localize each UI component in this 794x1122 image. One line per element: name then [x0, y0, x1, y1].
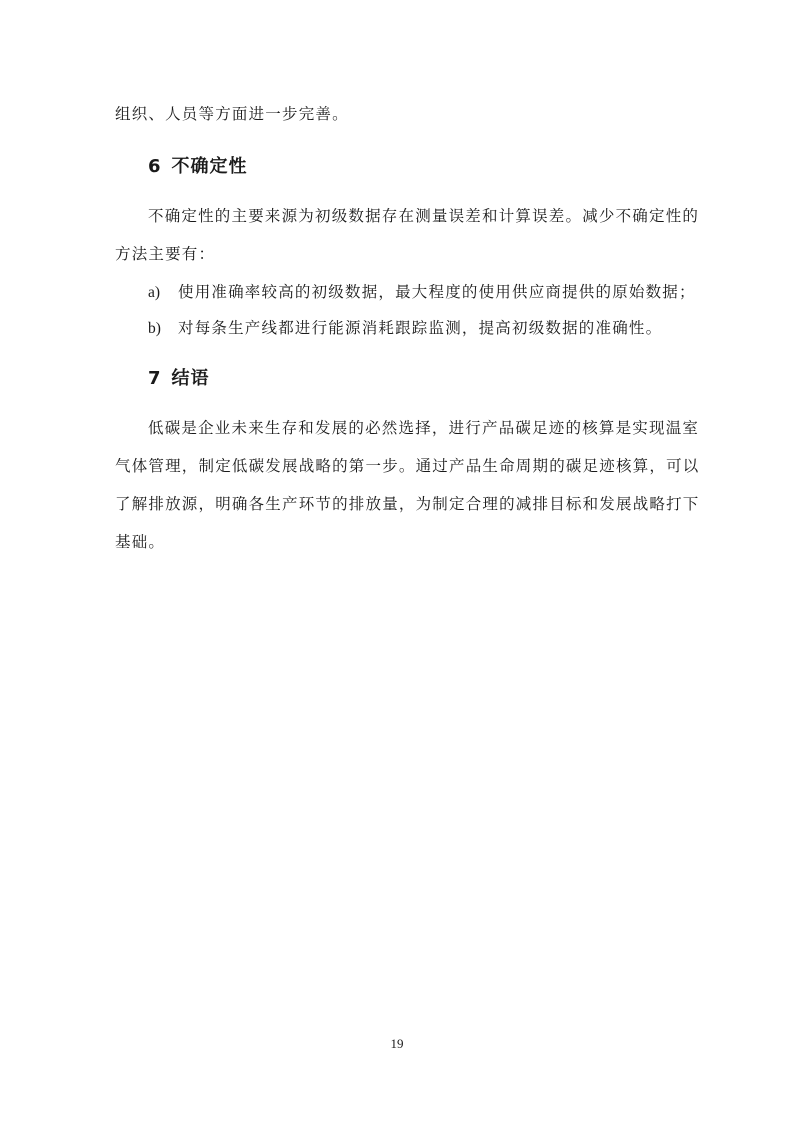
page-number: 19: [390, 1036, 404, 1051]
paragraph-line: 了解排放源，明确各生产环节的排放量，为制定合理的减排目标和发展战略打下: [115, 495, 700, 513]
section-number: 7: [148, 368, 162, 389]
continuation-text: 组织、人员等方面进一步完善。: [115, 105, 349, 123]
section-heading-6: [148, 156, 248, 178]
section-title: 结语: [171, 368, 210, 389]
paragraph-line: 基础。: [115, 533, 166, 551]
paragraph-line: 低碳是企业未来生存和发展的必然选择，进行产品碳足迹的核算是实现温室: [148, 419, 700, 437]
list-item-text: 对每条生产线都进行能源消耗跟踪监测，提高初级数据的准确性。: [178, 319, 663, 337]
section-number: 6: [148, 156, 162, 177]
paragraph-line: 方法主要有：: [115, 245, 216, 263]
paragraph-line: 气体管理，制定低碳发展战略的第一步。通过产品生命周期的碳足迹核算，可以: [115, 457, 700, 475]
paragraph-line: 不确定性的主要来源为初级数据存在测量误差和计算误差。减少不确定性的: [148, 207, 700, 225]
section-title: 不确定性: [171, 156, 248, 177]
list-marker: a): [148, 284, 161, 301]
list-marker: b): [148, 320, 161, 337]
list-item-text: 使用准确率较高的初级数据，最大程度的使用供应商提供的原始数据；: [178, 283, 696, 301]
section-heading-7: [148, 368, 210, 390]
list-item: [148, 282, 696, 303]
list-item: [148, 318, 662, 339]
